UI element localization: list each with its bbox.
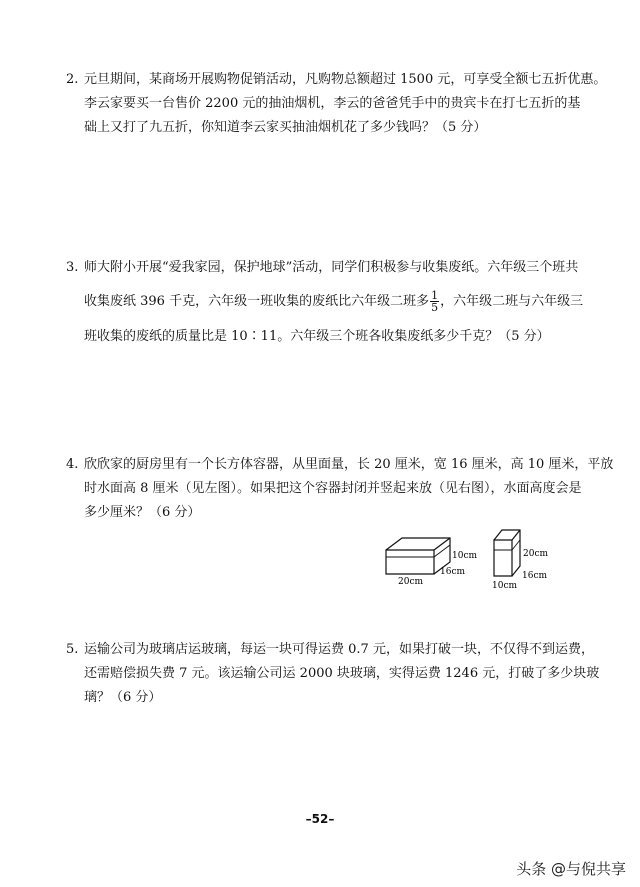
question-text: 欣欣家的厨房里有一个长方体容器，从里面量，长 20 厘米，宽 16 厘米，高 10 厘米，平放 — [84, 457, 614, 472]
base-label: 10cm — [492, 581, 518, 591]
width-label: 16cm — [522, 571, 548, 581]
question-line — [66, 286, 586, 322]
question-number: 5. — [66, 642, 79, 657]
question-text: 运输公司为玻璃店运玻璃，每运一块可得运费 0.7 元，如果打破一块，不仅得不到运费， — [84, 642, 594, 657]
question-text: 收集废纸 396 千克，六年级一班收集的废纸比六年级二班多 — [84, 294, 430, 309]
question-line: 李云家要买一台售价 2200 元的抽油烟机，李云的爸爸凭手中的贵宾卡在打七五折的基 — [84, 96, 581, 111]
question-number: 4. — [66, 457, 79, 472]
question-3 — [66, 256, 586, 352]
width-label: 16cm — [440, 567, 466, 577]
figure-upright-container — [488, 526, 568, 592]
fraction-numerator: 1 — [431, 289, 439, 302]
fraction — [430, 290, 439, 313]
question-number: 3. — [66, 260, 79, 275]
question-text: 元旦期间，某商场开展购物促销活动，凡购物总额超过 1500 元，可享受全额七五折优惠。 — [84, 72, 607, 87]
question-number: 2. — [66, 72, 79, 87]
length-label: 20cm — [398, 577, 424, 586]
question-text: ，六年级二班与六年级三 — [440, 294, 584, 309]
question-4 — [66, 453, 614, 525]
question-text: 师大附小开展“爱我家园，保护地球”活动，同学们积极参与收集废纸。六年级三个班共 — [84, 260, 579, 275]
figure-flat-container — [384, 534, 496, 586]
question-5 — [66, 638, 600, 710]
question-line: 时水面高 8 厘米（见左图）。如果把这个容器封闭并竖起来放（见右图），水面高度会是 — [84, 481, 582, 496]
question-line: 础上又打了九五折，你知道李云家买抽油烟机花了多少钱吗？（5 分） — [84, 120, 487, 135]
question-line: 璃？（6 分） — [84, 690, 162, 705]
question-line: 还需赔偿损失费 7 元。该运输公司运 2000 块玻璃，实得运费 1246 元，打破了多少块玻 — [84, 666, 600, 681]
question-line — [66, 256, 586, 286]
fraction-denominator: 5 — [431, 301, 439, 314]
height-label: 20cm — [523, 549, 549, 559]
question-line: 多少厘米？（6 分） — [84, 505, 201, 520]
question-2 — [66, 68, 607, 140]
watermark: 头条 @与倪共享 — [516, 860, 626, 878]
question-line: 班收集的废纸的质量比是 10∶11。六年级三个班各收集废纸多少千克？（5 分） — [84, 329, 550, 344]
height-label: 10cm — [452, 551, 478, 561]
page-number: –52– — [305, 812, 335, 826]
question-line — [66, 68, 607, 92]
question-line — [66, 453, 614, 477]
question-line — [66, 638, 594, 662]
